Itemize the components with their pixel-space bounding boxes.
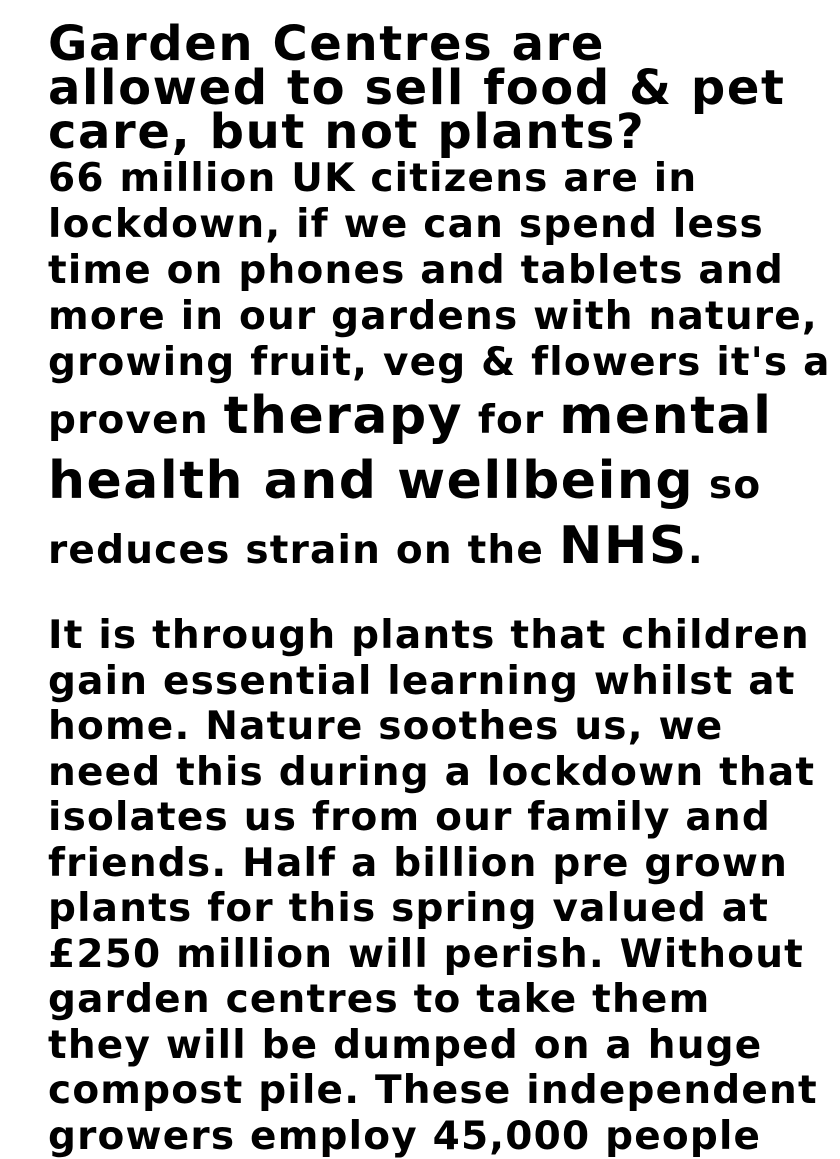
emphasis-mental: mental <box>559 386 772 446</box>
body-line: they will be dumped on a huge <box>48 1023 828 1069</box>
emphasis-health-wellbeing: health and wellbeing <box>48 451 694 511</box>
lead-line <box>48 516 828 581</box>
lead-line: 66 million UK citizens are in <box>48 156 828 202</box>
lead-text: so <box>694 463 761 508</box>
body-line: need this during a lockdown that <box>48 750 828 796</box>
body-line: home. Nature soothes us, we <box>48 704 828 750</box>
emphasis-nhs: NHS <box>559 516 688 576</box>
lead-line <box>48 386 828 451</box>
lead-text: proven <box>48 398 224 443</box>
body-line: isolates us from our family and <box>48 795 828 841</box>
body-line: compost pile. These independent <box>48 1068 828 1114</box>
emphasis-therapy: therapy <box>224 386 464 446</box>
headline: Garden Centres are allowed to sell food & pet care, but not plants? <box>48 22 828 154</box>
lead-text: . <box>688 528 704 573</box>
body-line: garden centres to take them <box>48 977 828 1023</box>
article <box>48 22 828 1159</box>
lead-line: lockdown, if we can spend less <box>48 202 828 248</box>
body-line: friends. Half a billion pre grown <box>48 841 828 887</box>
body-line: growers employ 45,000 people <box>48 1114 828 1159</box>
body-line: plants for this spring valued at <box>48 886 828 932</box>
body-line: gain essential learning whilst at <box>48 659 828 705</box>
lead-line: growing fruit, veg & flowers it's a <box>48 340 828 386</box>
lead-line <box>48 451 828 516</box>
body-line: £250 million will perish. Without <box>48 932 828 978</box>
lead-text: reduces strain on the <box>48 528 559 573</box>
body-paragraph <box>48 613 828 1159</box>
lead-line: more in our gardens with nature, <box>48 294 828 340</box>
body-line: It is through plants that children <box>48 613 828 659</box>
lead-text: for <box>463 398 559 443</box>
lead-line: time on phones and tablets and <box>48 248 828 294</box>
lead-paragraph <box>48 156 828 581</box>
